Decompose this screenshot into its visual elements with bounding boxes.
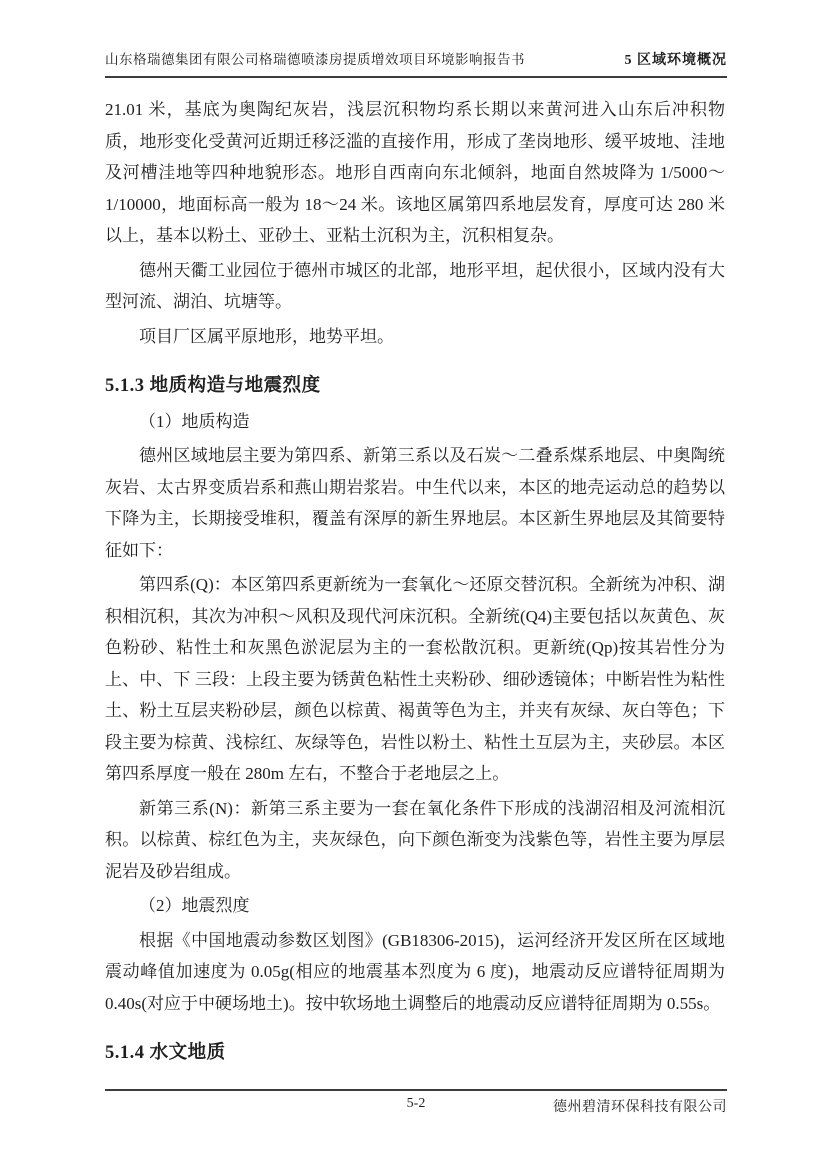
body-paragraph-seismic-parameters: 根据《中国地震动参数区划图》(GB18306-2015)，运河经济开发区所在区域地震动峰值加速度为 0.05g(相应的地震基本烈度为 6 度)，地震动反应谱特征周期为 0.40s(对应于中硬场地土)。按中软场地土调整后的地震动反应谱特征周期为 0.55s。 — [105, 930, 725, 1013]
page-header-row — [105, 48, 727, 78]
body-paragraph-geomorphology-continuation: 21.01 米，基底为奥陶纪灰岩，浅层沉积物均系长期以来黄河进入山东后冲积物质，地形变化受黄河近期迁移泛滥的直接作用，形成了垄岗地形、缓平坡地、洼地及河槽洼地等四种地貌形态。地形自西南向东北倾斜，地面自然坡降为 1/5000～1/10000，地面标高一般为 18～24 米。该地区属第四系地层发育，厚度可达 280 米以上，基本以粉土、亚砂土、亚粘土沉积为主，沉积相复杂。 — [105, 100, 725, 245]
page-footer — [105, 1089, 727, 1116]
document-body — [105, 94, 725, 1073]
body-paragraph-quaternary-system: 第四系(Q)：本区第四系更新统为一套氧化～还原交替沉积。全新统为冲积、湖积相沉积，其次为冲积～风积及现代河床沉积。全新统(Q4)主要包括以灰黄色、灰色粉砂、粘性土和灰黑色淤泥层为主的一套松散沉积。更新统(Qp)按其岩性分为上、中、下 三段：上段主要为锈黄色粘性土夹粉砂、细砂透镜体；中断岩性为粘性土、粉土互层夹粉砂层，颜色以棕黄、褐黄等色为主，并夹有灰绿、灰白等色；下段主要为棕黄、浅棕红、灰绿等色，岩性以粉土、粘性土互层为主，夹砂层。本区第四系厚度一般在 280m 左右，不整合于老地层之上。 — [105, 575, 725, 783]
body-paragraph-plant-terrain: 项目厂区属平原地形，地势平坦。 — [139, 326, 394, 346]
header-chapter-label: 5 区域环境概况 — [624, 53, 727, 68]
page-header — [105, 48, 727, 78]
body-paragraph-industrial-park: 德州天衢工业园位于德州市城区的北部，地形平坦，起伏很小，区域内没有大型河流、湖泊、坑塘等。 — [105, 260, 725, 311]
header-report-title: 山东格瑞德集团有限公司格瑞德喷漆房提质增效项目环境影响报告书 — [105, 52, 525, 67]
section-heading-5-1-3: 5.1.3 地质构造与地震烈度 — [105, 376, 321, 396]
subheading-geological-structure: （1）地质构造 — [139, 411, 250, 431]
body-paragraph-regional-strata: 德州区域地层主要为第四系、新第三系以及石炭～二叠系煤系地层、中奥陶统灰岩、太古界变质岩系和燕山期岩浆岩。中生代以来，本区的地壳运动总的趋势以下降为主，长期接受堆积，覆盖有深厚的新生界地层。本区新生界地层及其简要特征如下： — [105, 446, 725, 560]
body-paragraph-neogene-system: 新第三系(N)：新第三系主要为一套在氧化条件下形成的浅湖沼相及河流相沉积。以棕黄、棕红色为主，夹灰绿色，向下颜色渐变为浅紫色等，岩性主要为厚层泥岩及砂岩组成。 — [105, 798, 725, 881]
section-heading-5-1-4: 5.1.4 水文地质 — [105, 1043, 226, 1063]
page-footer-row — [105, 1096, 727, 1116]
footer-page-number: 5-2 — [406, 1096, 426, 1111]
subheading-seismic-intensity: （2）地震烈度 — [139, 896, 250, 915]
footer-company-name: 德州碧清环保科技有限公司 — [553, 1100, 727, 1115]
